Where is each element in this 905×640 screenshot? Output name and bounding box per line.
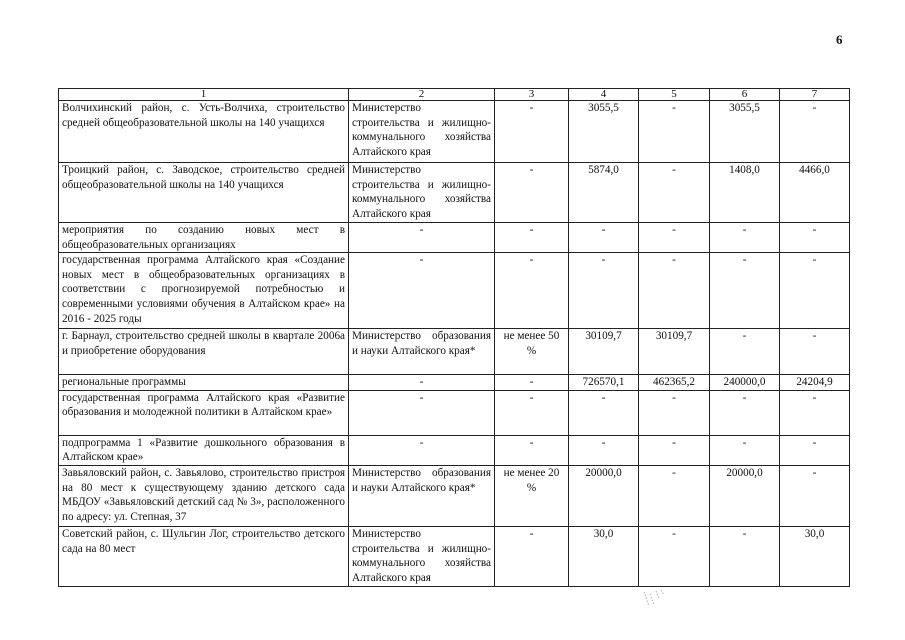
responsible-organization: - <box>349 435 495 465</box>
budget-table <box>58 88 850 587</box>
amount-col7: 24204,9 <box>780 375 850 391</box>
amount-col7: - <box>780 253 850 329</box>
cofinancing-share: - <box>495 223 569 253</box>
project-description: Завьяловский район, с. Завьялово, строительство пристроя на 80 мест к существующему зданию детского сада МБДОУ «Завьяловский детский сад № 3», расположенного по адресу: ул. Степная, 37 <box>59 465 349 526</box>
amount-col5: - <box>639 223 710 253</box>
amount-total: - <box>569 223 639 253</box>
scan-smudge-mark <box>640 588 670 610</box>
amount-col6: - <box>710 390 780 435</box>
amount-col5: - <box>639 101 710 163</box>
amount-col6: - <box>710 435 780 465</box>
amount-total: 30,0 <box>569 526 639 586</box>
amount-col7: 4466,0 <box>780 163 850 223</box>
amount-col7: 30,0 <box>780 526 850 586</box>
column-number: 3 <box>495 89 569 101</box>
amount-col7: - <box>780 465 850 526</box>
responsible-organization: - <box>349 223 495 253</box>
table-row <box>59 253 850 329</box>
amount-col6: 3055,5 <box>710 101 780 163</box>
cofinancing-share: не менее 50 % <box>495 329 569 375</box>
cofinancing-share: - <box>495 526 569 586</box>
cofinancing-share: - <box>495 435 569 465</box>
column-number: 1 <box>59 89 349 101</box>
column-number: 5 <box>639 89 710 101</box>
amount-col5: - <box>639 526 710 586</box>
table-row <box>59 163 850 223</box>
amount-total: - <box>569 390 639 435</box>
table-row <box>59 435 850 465</box>
amount-col5: - <box>639 163 710 223</box>
amount-col5: 462365,2 <box>639 375 710 391</box>
amount-col7: - <box>780 329 850 375</box>
project-description: государственная программа Алтайского края «Создание новых мест в общеобразовательных организациях в соответствии с прогнозируемой потребностью и современными условиями обучения в Алтайском крае» на 2016 - 2025 годы <box>59 253 349 329</box>
amount-total: 726570,1 <box>569 375 639 391</box>
table-row <box>59 375 850 391</box>
page-number: 6 <box>836 32 843 47</box>
amount-col7: - <box>780 390 850 435</box>
amount-col6: - <box>710 526 780 586</box>
table-row <box>59 390 850 435</box>
amount-col5: - <box>639 390 710 435</box>
amount-total: 30109,7 <box>569 329 639 375</box>
responsible-organization: Министерство образования и науки Алтайского края* <box>349 329 495 375</box>
column-number: 6 <box>710 89 780 101</box>
amount-col6: - <box>710 253 780 329</box>
amount-col6: - <box>710 329 780 375</box>
project-description: подпрограмма 1 «Развитие дошкольного образования в Алтайском крае» <box>59 435 349 465</box>
column-number-row <box>59 89 850 101</box>
cofinancing-share: - <box>495 390 569 435</box>
cofinancing-share: - <box>495 375 569 391</box>
amount-col5: - <box>639 435 710 465</box>
column-number: 7 <box>780 89 850 101</box>
amount-total: - <box>569 253 639 329</box>
table-row <box>59 329 850 375</box>
amount-col7: - <box>780 101 850 163</box>
column-number: 2 <box>349 89 495 101</box>
responsible-organization: - <box>349 253 495 329</box>
project-description: государственная программа Алтайского края «Развитие образования и молодежной политики в Алтайском крае» <box>59 390 349 435</box>
cofinancing-share: - <box>495 163 569 223</box>
cofinancing-share: - <box>495 253 569 329</box>
project-description: Советский район, с. Шульгин Лог, строительство детского сада на 80 мест <box>59 526 349 586</box>
responsible-organization: Министерство строительства и жилищно-коммунального хозяйства Алтайского края <box>349 526 495 586</box>
project-description: региональные программы <box>59 375 349 391</box>
responsible-organization: - <box>349 390 495 435</box>
responsible-organization: Министерство строительства и жилищно-коммунального хозяйства Алтайского края <box>349 163 495 223</box>
project-description: мероприятия по созданию новых мест в общеобразовательных организациях <box>59 223 349 253</box>
responsible-organization: Министерство строительства и жилищно-коммунального хозяйства Алтайского края <box>349 101 495 163</box>
cofinancing-share: не менее 20 % <box>495 465 569 526</box>
amount-col6: 1408,0 <box>710 163 780 223</box>
amount-col7: - <box>780 223 850 253</box>
project-description: Троицкий район, с. Заводское, строительство средней общеобразовательной школы на 140 учащихся <box>59 163 349 223</box>
table-row <box>59 526 850 586</box>
table-row <box>59 465 850 526</box>
responsible-organization: - <box>349 375 495 391</box>
amount-col6: 20000,0 <box>710 465 780 526</box>
amount-total: 3055,5 <box>569 101 639 163</box>
table-row <box>59 101 850 163</box>
amount-col6: - <box>710 223 780 253</box>
amount-total: 5874,0 <box>569 163 639 223</box>
cofinancing-share: - <box>495 101 569 163</box>
amount-col7: - <box>780 435 850 465</box>
amount-total: 20000,0 <box>569 465 639 526</box>
amount-col5: - <box>639 253 710 329</box>
amount-total: - <box>569 435 639 465</box>
project-description: г. Барнаул, строительство средней школы в квартале 2006а и приобретение оборудования <box>59 329 349 375</box>
amount-col6: 240000,0 <box>710 375 780 391</box>
column-number: 4 <box>569 89 639 101</box>
amount-col5: 30109,7 <box>639 329 710 375</box>
project-description: Волчихинский район, с. Усть-Волчиха, строительство средней общеобразовательной школы на 140 учащихся <box>59 101 349 163</box>
table-row <box>59 223 850 253</box>
amount-col5: - <box>639 465 710 526</box>
responsible-organization: Министерство образования и науки Алтайского края* <box>349 465 495 526</box>
